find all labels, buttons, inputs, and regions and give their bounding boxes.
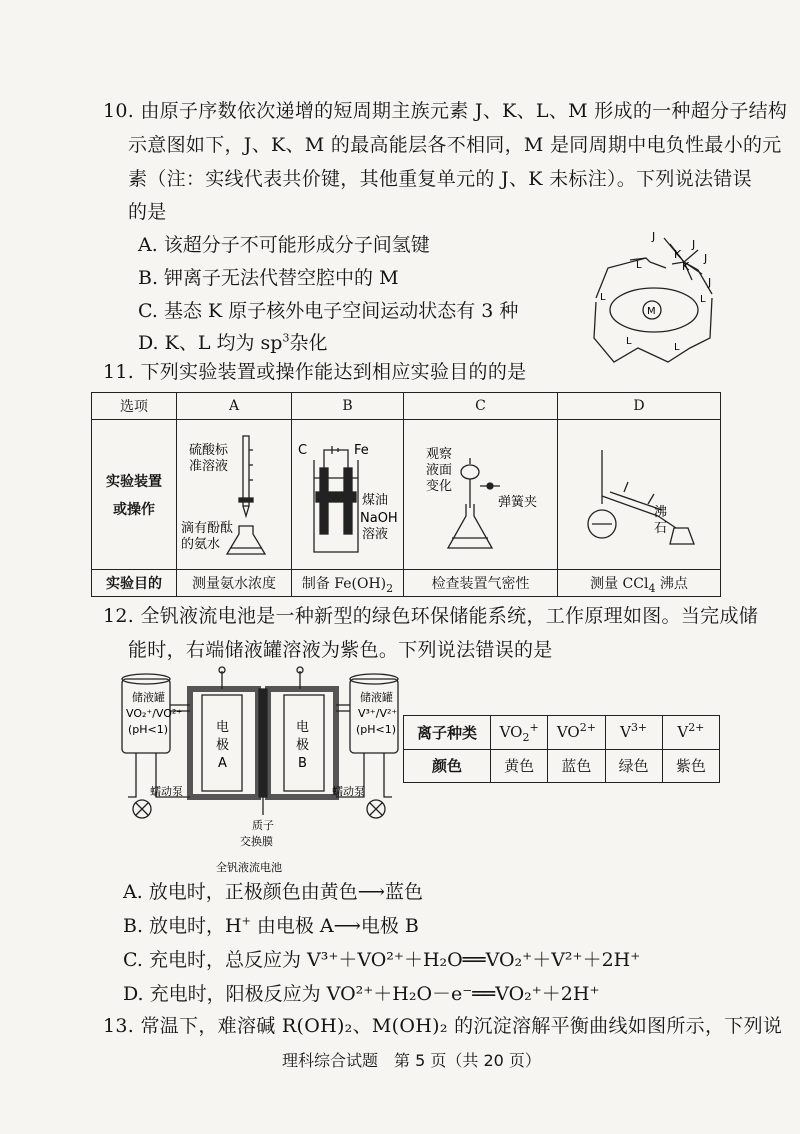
- svg-text:变化: 变化: [426, 479, 453, 494]
- header-option-b: B: [292, 393, 404, 420]
- electrode-a-char-3: A: [218, 756, 227, 771]
- membrane-label-2: 交换膜: [240, 835, 273, 848]
- diagram-k-label-2: K: [682, 260, 690, 273]
- diagram-k-label-1: K: [674, 248, 682, 261]
- ion-v-3plus: $V^{3+}$: [605, 716, 662, 750]
- apparatus-c: [404, 420, 558, 570]
- row-label-apparatus: 实验装置 或操作: [92, 420, 177, 570]
- q10-stem-line3: 素（注：实线代表共价键，其他重复单元的 J、K 未标注）。下列说法错误: [128, 168, 752, 190]
- q10-option-d: D. K、L 均为 $sp^3$杂化: [138, 331, 328, 354]
- right-tank-ions: V³⁺/V²⁺: [358, 707, 398, 720]
- q12-option-c: C. 充电时，总反应为 V³⁺＋VO²⁺＋H₂O══VO₂⁺＋V²⁺＋2H⁺: [123, 949, 641, 971]
- svg-text:的氨水: 的氨水: [181, 537, 221, 552]
- titration-apparatus: [177, 420, 292, 565]
- color-yellow: 黄色: [491, 749, 548, 783]
- purpose-d: 测量 CCl$_4$ 沸点: [558, 570, 721, 597]
- diagram-j-label-3: J: [704, 252, 708, 265]
- diagram-l-label: L: [636, 260, 642, 271]
- apparatus-a: [177, 420, 292, 570]
- diagram-j-label-1: J: [652, 230, 656, 243]
- q13-stem-line1: 13. 常温下，难溶碱 R(OH)₂、M(OH)₂ 的沉淀溶解平衡曲线如图所示，下列说: [103, 1015, 783, 1037]
- diagram-m-label: M: [647, 306, 656, 317]
- pump-right-label: 蠕动泵: [332, 785, 365, 798]
- svg-text:弹簧夹: 弹簧夹: [498, 495, 538, 510]
- diagram-l-label-2: L: [600, 292, 606, 303]
- svg-text:溶液: 溶液: [362, 527, 389, 542]
- diagram-l-label-5: L: [674, 342, 680, 353]
- color-purple: 紫色: [662, 749, 719, 783]
- svg-text:C: C: [298, 443, 308, 458]
- svg-text:硫酸标: 硫酸标: [189, 443, 229, 458]
- q11-stem: 11. 下列实验装置或操作能达到相应实验目的的是: [103, 361, 527, 383]
- header-option-d: D: [558, 393, 721, 420]
- purpose-c: 检查装置气密性: [404, 570, 558, 597]
- left-tank-ions: VO₂⁺/VO²⁺: [126, 707, 183, 720]
- color-label: 颜色: [404, 749, 491, 783]
- apparatus-b: [292, 420, 404, 570]
- header-option-c: C: [404, 393, 558, 420]
- q10-option-a: A. 该超分子不可能形成分子间氢键: [138, 234, 430, 256]
- right-tank-title: 储液罐: [360, 691, 393, 704]
- svg-text:Fe: Fe: [354, 443, 369, 458]
- electrode-b-char-3: B: [298, 756, 307, 771]
- color-green: 绿色: [605, 749, 662, 783]
- header-option-label: 选项: [92, 393, 177, 420]
- svg-text:沸: 沸: [654, 505, 668, 520]
- q11-experiment-table: [91, 392, 721, 597]
- header-option-a: A: [177, 393, 292, 420]
- electrode-a-char-2: 极: [216, 738, 230, 753]
- apparatus-d: [558, 420, 721, 570]
- diagram-l-label-4: L: [626, 336, 632, 347]
- q10-option-c: C. 基态 K 原子核外电子空间运动状态有 3 种: [138, 300, 519, 322]
- page-footer: 理科综合试题 第 5 页（共 20 页）: [282, 1051, 541, 1070]
- ion-vo2-plus: $VO_2^+$: [491, 716, 548, 750]
- q10-stem-line1: 10. 由原子序数依次递增的短周期主族元素 J、K、L、M 形成的一种超分子结构: [103, 100, 788, 122]
- right-tank-ph: (pH<1): [356, 723, 397, 736]
- membrane-label-1: 质子: [252, 819, 274, 832]
- electrode-a-char-1: 电: [216, 720, 230, 735]
- row-label-purpose: 实验目的: [92, 570, 177, 597]
- svg-text:石: 石: [654, 521, 668, 536]
- q12-option-b: B. 放电时，H+ 由电极 A⟶电极 B: [123, 914, 419, 937]
- vanadium-battery-diagram: [118, 665, 403, 877]
- color-blue: 蓝色: [548, 749, 605, 783]
- svg-text:煤油: 煤油: [362, 493, 389, 508]
- q10-option-b: B. 钾离子无法代替空腔中的 M: [138, 267, 399, 289]
- battery-caption: 全钒液流电池: [216, 861, 282, 874]
- distillation-apparatus: [558, 420, 721, 565]
- left-tank-ph: (pH<1): [128, 723, 169, 736]
- ion-vo-2plus: $VO^{2+}$: [548, 716, 605, 750]
- q12-stem-line1: 12. 全钒液流电池是一种新型的绿色环保储能系统，工作原理如图。当完成储: [103, 605, 759, 627]
- diagram-j-label-4: J: [708, 276, 712, 289]
- ion-color-table: [403, 715, 720, 783]
- q12-stem-line2: 能时，右端储液罐溶液为紫色。下列说法错误的是: [128, 639, 553, 661]
- ion-type-label: 离子种类: [404, 716, 491, 750]
- svg-text:滴有酚酞: 滴有酚酞: [181, 521, 234, 536]
- purpose-b: 制备 $Fe(OH)_2$: [292, 570, 404, 597]
- airtightness-apparatus: [404, 420, 558, 565]
- electrolysis-apparatus: [292, 420, 404, 565]
- pump-left-label: 蠕动泵: [150, 785, 183, 798]
- diagram-j-label-2: J: [692, 238, 696, 251]
- svg-text:观察: 观察: [426, 447, 453, 462]
- svg-text:准溶液: 准溶液: [189, 459, 229, 474]
- diagram-l-label-3: L: [700, 294, 706, 305]
- electrode-b-char-1: 电: [296, 720, 310, 735]
- svg-text:NaOH: NaOH: [360, 511, 398, 526]
- purpose-a: 测量氨水浓度: [177, 570, 292, 597]
- electrode-b-char-2: 极: [296, 738, 310, 753]
- q12-option-d: D. 充电时，阳极反应为 VO²⁺＋H₂O－e⁻══VO₂⁺＋2H⁺: [123, 983, 600, 1005]
- q12-option-a: A. 放电时，正极颜色由黄色⟶蓝色: [123, 881, 424, 903]
- supramolecule-diagram: [586, 228, 736, 376]
- left-tank-title: 储液罐: [132, 691, 165, 704]
- q10-stem-line4: 的是: [128, 201, 167, 223]
- q10-stem-line2: 示意图如下，J、K、M 的最高能层各不相同，M 是同周期中电负性最小的元: [128, 134, 782, 156]
- svg-text:液面: 液面: [426, 463, 453, 478]
- ion-v-2plus: $V^{2+}$: [662, 716, 719, 750]
